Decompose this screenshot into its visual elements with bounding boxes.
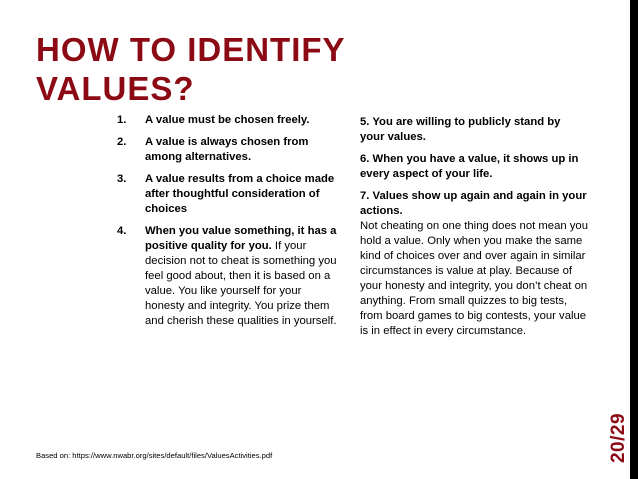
item-number: 2. — [117, 136, 127, 148]
right-item — [360, 189, 588, 339]
slide-number — [605, 410, 633, 465]
item-lead: 6. When you have a value, it shows up in every aspect of your life. — [360, 153, 579, 180]
item-lead: 5. You are willing to publicly stand by your values. — [360, 116, 561, 143]
left-column-list — [117, 113, 339, 336]
item-lead: A value results from a choice made after thoughtful consideration of choices — [145, 173, 335, 215]
list-item — [117, 135, 339, 165]
right-item — [360, 115, 588, 145]
list-item — [117, 224, 339, 329]
item-lead: 7. Values show up again and again in your actions. — [360, 190, 587, 217]
item-number: 4. — [117, 225, 127, 237]
item-number: 3. — [117, 173, 127, 185]
list-item — [117, 172, 339, 217]
title-line-2: VALUES? — [36, 70, 195, 107]
item-body: If your decision not to cheat is something you feel good about, then it is based on a value. You like yourself for your honesty and integrity. You prize them and cherish these qualities in yourself. — [145, 240, 337, 327]
right-item — [360, 152, 588, 182]
title-line-1: HOW TO IDENTIFY — [36, 31, 346, 68]
source-citation: Based on: https://www.nwabr.org/sites/default/files/ValuesActivities.pdf — [36, 451, 273, 460]
slide-title — [36, 30, 346, 108]
right-column — [360, 115, 588, 346]
item-lead: When you value something, it has a positive quality for you. — [145, 225, 337, 252]
item-lead: A value is always chosen from among alternatives. — [145, 136, 309, 163]
accent-bar — [630, 0, 638, 479]
item-number: 1. — [117, 114, 127, 126]
slide-number-text: 20/29 — [608, 412, 629, 463]
list-item — [117, 113, 339, 128]
item-lead: A value must be chosen freely. — [145, 114, 310, 126]
item-body: Not cheating on one thing does not mean you hold a value. Only when you make the same kind of choices over and over again in similar circumstances is value at play. Because of your honesty and integrity, you don’t cheat on anything. From small quizzes to big tests, from board games to big contests, your value is in effect in every circumstance. — [360, 220, 588, 337]
